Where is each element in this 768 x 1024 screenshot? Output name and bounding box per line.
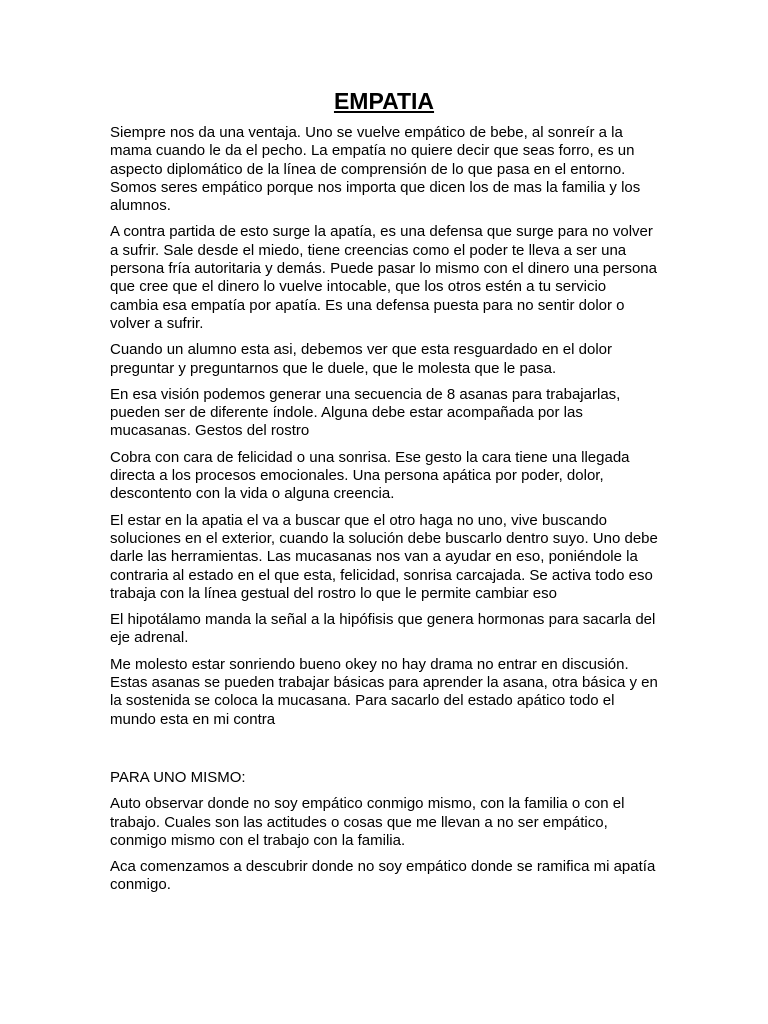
paragraph: Cobra con cara de felicidad o una sonrisa. Ese gesto la cara tiene una llegada directa a los procesos emocionales. Una persona apática por poder, dolor, descontento con la vida o alguna creencia. xyxy=(110,448,630,503)
paragraph: Siempre nos da una ventaja. Uno se vuelve empático de bebe, al sonreír a la mama cuando le da el pecho. La empatía no quiere decir que seas forro, es un aspecto diplomático de la línea de comprensión de lo que pasa en el entorno. Somos seres empático porque nos importa que dicen los de mas la familia y los alumnos. xyxy=(110,124,641,215)
paragraph: A contra partida de esto surge la apatía, es una defensa que surge para no volver a sufrir. Sale desde el miedo, tiene creencias como el poder te lleva a ser una persona fría autoritaria y demás. Puede pasar lo mismo con el dinero una persona que cree que el dinero lo vuelve intocable, que los otros estén a tu servicio cambia esa empatía por apatía. Es una defensa puesta para no sentir dolor o volver a sufrir. xyxy=(110,223,657,332)
paragraph: Auto observar donde no soy empático conmigo mismo, con la familia o con el trabajo. Cuales son las actitudes o cosas que me llevan a no ser empático, conmigo mismo con el trabajo con la familia. xyxy=(110,795,625,849)
paragraph: El estar en la apatia el va a buscar que el otro haga no uno, vive buscando soluciones en el exterior, cuando la solución debe buscarlo dentro suyo. Uno debe darle las herramientas. Las mucasanas nos van a ayudar en eso, poniéndole la contraria al estado en el que esta, felicidad, sonrisa carcajada. Se activa todo eso trabaja con la línea gestual del rostro lo que le permite cambiar eso xyxy=(110,511,658,602)
paragraph: El hipotálamo manda la señal a la hipófisis que genera hormonas para sacarla del eje adrenal. xyxy=(110,611,656,647)
document-title: EMPATIA xyxy=(333,88,435,114)
document-body xyxy=(110,124,658,903)
section-heading: PARA UNO MISMO: xyxy=(110,768,246,786)
paragraph: Cuando un alumno esta asi, debemos ver que esta resguardado en el dolor preguntar y preguntarnos que le duele, que le molesta que le pasa. xyxy=(110,341,612,377)
paragraph: Aca comenzamos a descubrir donde no soy empático donde se ramifica mi apatía conmigo. xyxy=(110,858,656,894)
paragraph: En esa visión podemos generar una secuencia de 8 asanas para trabajarlas, pueden ser de diferente índole. Alguna debe estar acompañada por las mucasanas. Gestos del rostro xyxy=(110,385,621,440)
blank-line xyxy=(110,737,658,769)
paragraph: Me molesto estar sonriendo bueno okey no hay drama no entrar en discusión. Estas asanas se pueden trabajar básicas para aprender la asana, otra básica y en la sostenida se coloca la mucasana. Para sacarlo del estado apático todo el mundo esta en mi contra xyxy=(110,655,658,728)
